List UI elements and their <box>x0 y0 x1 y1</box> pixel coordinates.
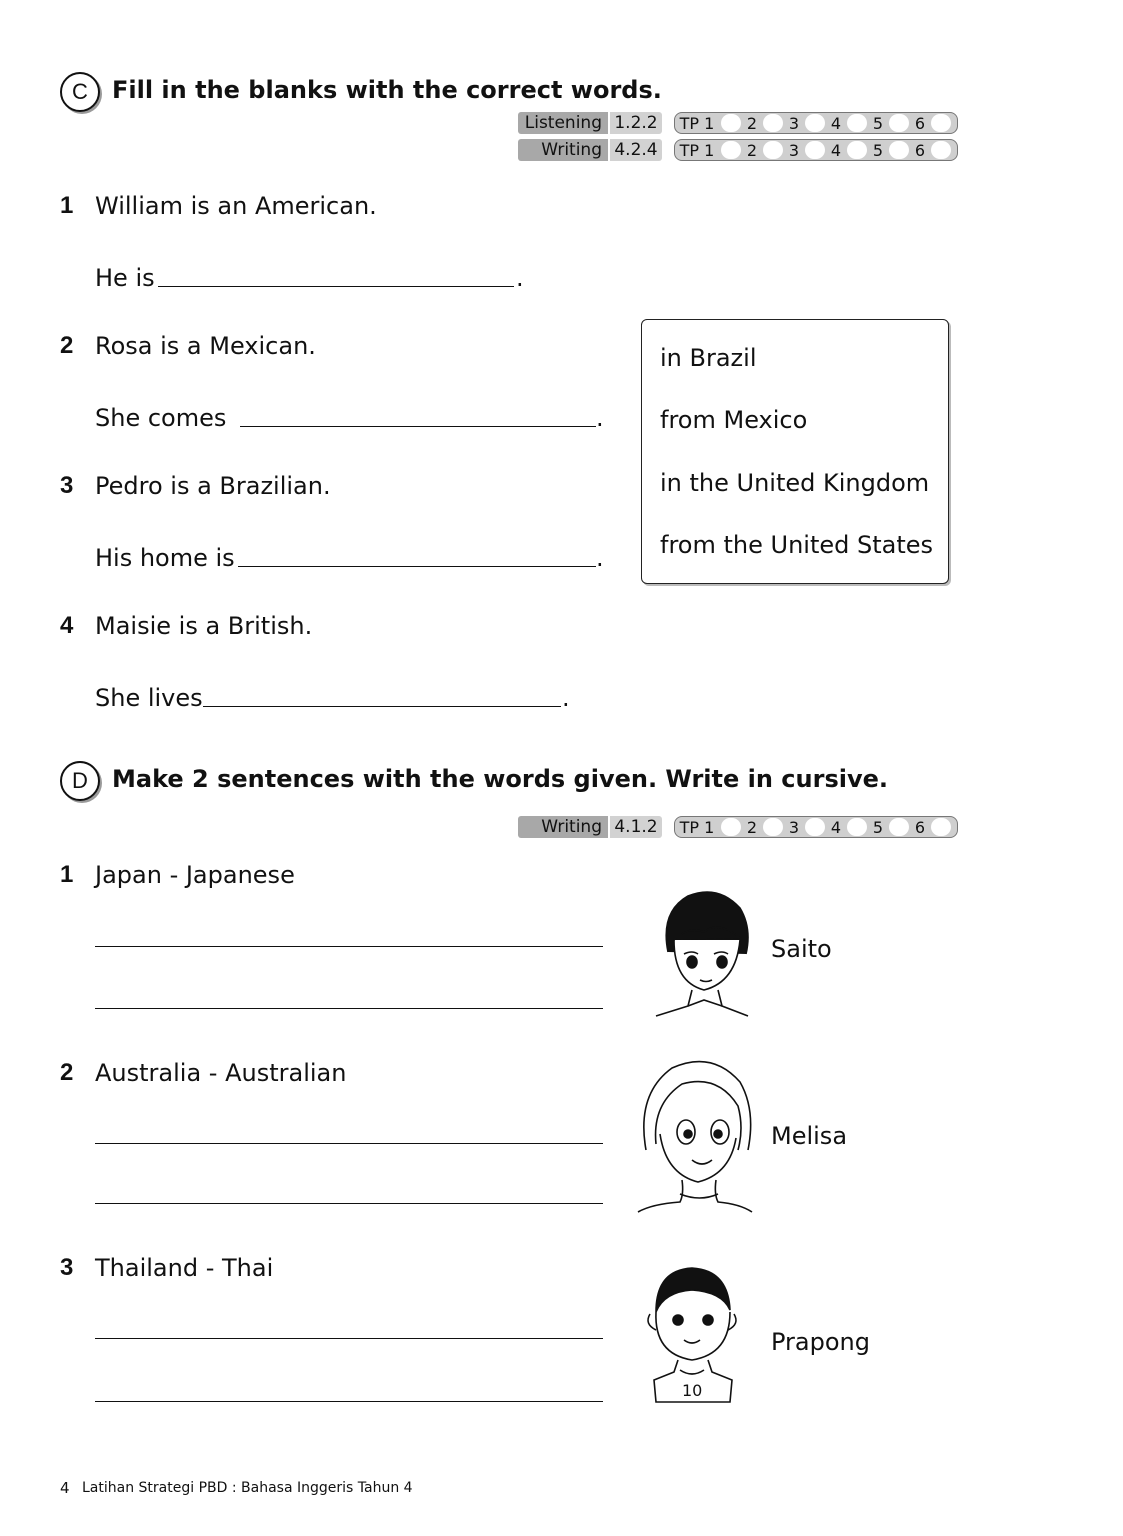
tp-label: 3 <box>788 140 800 160</box>
word-bank-item: from Mexico <box>660 406 808 434</box>
tp-checkbox[interactable] <box>721 818 741 836</box>
word-bank-box <box>641 319 949 584</box>
person-name: Melisa <box>771 1122 848 1150</box>
writing-line[interactable] <box>95 922 603 947</box>
tp-label: 5 <box>872 140 884 160</box>
answer-blank[interactable] <box>203 682 561 707</box>
tp-label: 4 <box>830 817 842 837</box>
tp-label: 2 <box>746 817 758 837</box>
question-text: William is an American. <box>95 192 377 220</box>
period: . <box>596 544 604 572</box>
question-number: 3 <box>60 472 74 499</box>
tp-checkbox[interactable] <box>931 818 951 836</box>
tp-checkbox[interactable] <box>889 818 909 836</box>
question-number: 2 <box>60 1059 74 1086</box>
melisa-illustration <box>632 1054 758 1214</box>
tp-label: 3 <box>788 817 800 837</box>
word-bank-item: in Brazil <box>660 344 757 372</box>
question-text: Japan - Japanese <box>95 861 295 889</box>
period: . <box>562 684 570 712</box>
tp-checkbox[interactable] <box>931 114 951 132</box>
tp-label: 4 <box>830 113 842 133</box>
tp-checkbox[interactable] <box>721 141 741 159</box>
answer-blank[interactable] <box>238 542 596 567</box>
skill-code: 4.1.2 <box>610 816 662 838</box>
page-number: 4 <box>60 1479 70 1497</box>
question-text: Pedro is a Brazilian. <box>95 472 331 500</box>
writing-line[interactable] <box>95 1377 603 1402</box>
skill-row-writing <box>518 139 958 161</box>
prapong-illustration <box>642 1262 742 1406</box>
tp-checkbox[interactable] <box>721 114 741 132</box>
tp-rating-bar <box>674 816 958 838</box>
tp-checkbox[interactable] <box>763 141 783 159</box>
word-bank-item: from the United States <box>660 531 934 559</box>
tp-label: 2 <box>746 140 758 160</box>
question-number: 1 <box>60 192 74 219</box>
saito-illustration <box>648 882 756 1020</box>
question-text: Australia - Australian <box>95 1059 347 1087</box>
tp-checkbox[interactable] <box>889 141 909 159</box>
question-number: 4 <box>60 612 74 639</box>
period: . <box>596 404 604 432</box>
tp-label: 5 <box>872 113 884 133</box>
writing-line[interactable] <box>95 1179 603 1204</box>
word-bank-item: in the United Kingdom <box>660 469 930 497</box>
tp-checkbox[interactable] <box>805 114 825 132</box>
skill-name: Writing <box>518 139 608 161</box>
answer-prompt: She lives <box>95 684 203 712</box>
tp-checkbox[interactable] <box>763 818 783 836</box>
writing-line[interactable] <box>95 1314 603 1339</box>
tp-label: TP 1 <box>679 113 715 133</box>
tp-label: 6 <box>914 817 926 837</box>
skill-name: Listening <box>518 112 608 134</box>
writing-line[interactable] <box>95 1119 603 1144</box>
tp-checkbox[interactable] <box>763 114 783 132</box>
tp-label: 6 <box>914 113 926 133</box>
writing-line[interactable] <box>95 984 603 1009</box>
section-d-badge <box>60 761 100 801</box>
question-text: Rosa is a Mexican. <box>95 332 316 360</box>
tp-label: 3 <box>788 113 800 133</box>
question-text: Maisie is a British. <box>95 612 313 640</box>
tp-checkbox[interactable] <box>847 141 867 159</box>
answer-prompt: His home is <box>95 544 235 572</box>
skill-name: Writing <box>518 816 608 838</box>
person-name: Prapong <box>771 1328 870 1356</box>
section-d-letter: D <box>72 768 88 793</box>
answer-prompt: He is <box>95 264 155 292</box>
skill-code: 4.2.4 <box>610 139 662 161</box>
skill-row-listening <box>518 112 958 134</box>
book-title: Latihan Strategi PBD : Bahasa Inggeris Tahun 4 <box>82 1480 413 1496</box>
question-number: 2 <box>60 332 74 359</box>
tp-label: 4 <box>830 140 842 160</box>
tp-checkbox[interactable] <box>847 818 867 836</box>
tp-label: 2 <box>746 113 758 133</box>
skill-row-writing <box>518 816 958 838</box>
tp-label: TP 1 <box>679 140 715 160</box>
question-number: 1 <box>60 861 74 888</box>
tp-label: TP 1 <box>679 817 715 837</box>
question-number: 3 <box>60 1254 74 1281</box>
tp-label: 6 <box>914 140 926 160</box>
tp-rating-bar <box>674 139 958 161</box>
tp-checkbox[interactable] <box>805 818 825 836</box>
period: . <box>516 264 524 292</box>
answer-prompt: She comes <box>95 404 227 432</box>
answer-blank[interactable] <box>158 262 514 287</box>
tp-rating-bar <box>674 112 958 134</box>
tp-checkbox[interactable] <box>931 141 951 159</box>
skill-code: 1.2.2 <box>610 112 662 134</box>
tp-checkbox[interactable] <box>847 114 867 132</box>
tp-checkbox[interactable] <box>889 114 909 132</box>
section-d-title: Make 2 sentences with the words given. Write in cursive. <box>112 765 889 793</box>
answer-blank[interactable] <box>240 402 596 427</box>
section-c-title: Fill in the blanks with the correct words. <box>112 76 662 104</box>
shirt-number: 10 <box>682 1381 703 1400</box>
tp-checkbox[interactable] <box>805 141 825 159</box>
person-name: Saito <box>771 935 832 963</box>
section-c-badge <box>60 72 100 112</box>
tp-label: 5 <box>872 817 884 837</box>
question-text: Thailand - Thai <box>95 1254 274 1282</box>
section-c-letter: C <box>72 79 88 104</box>
